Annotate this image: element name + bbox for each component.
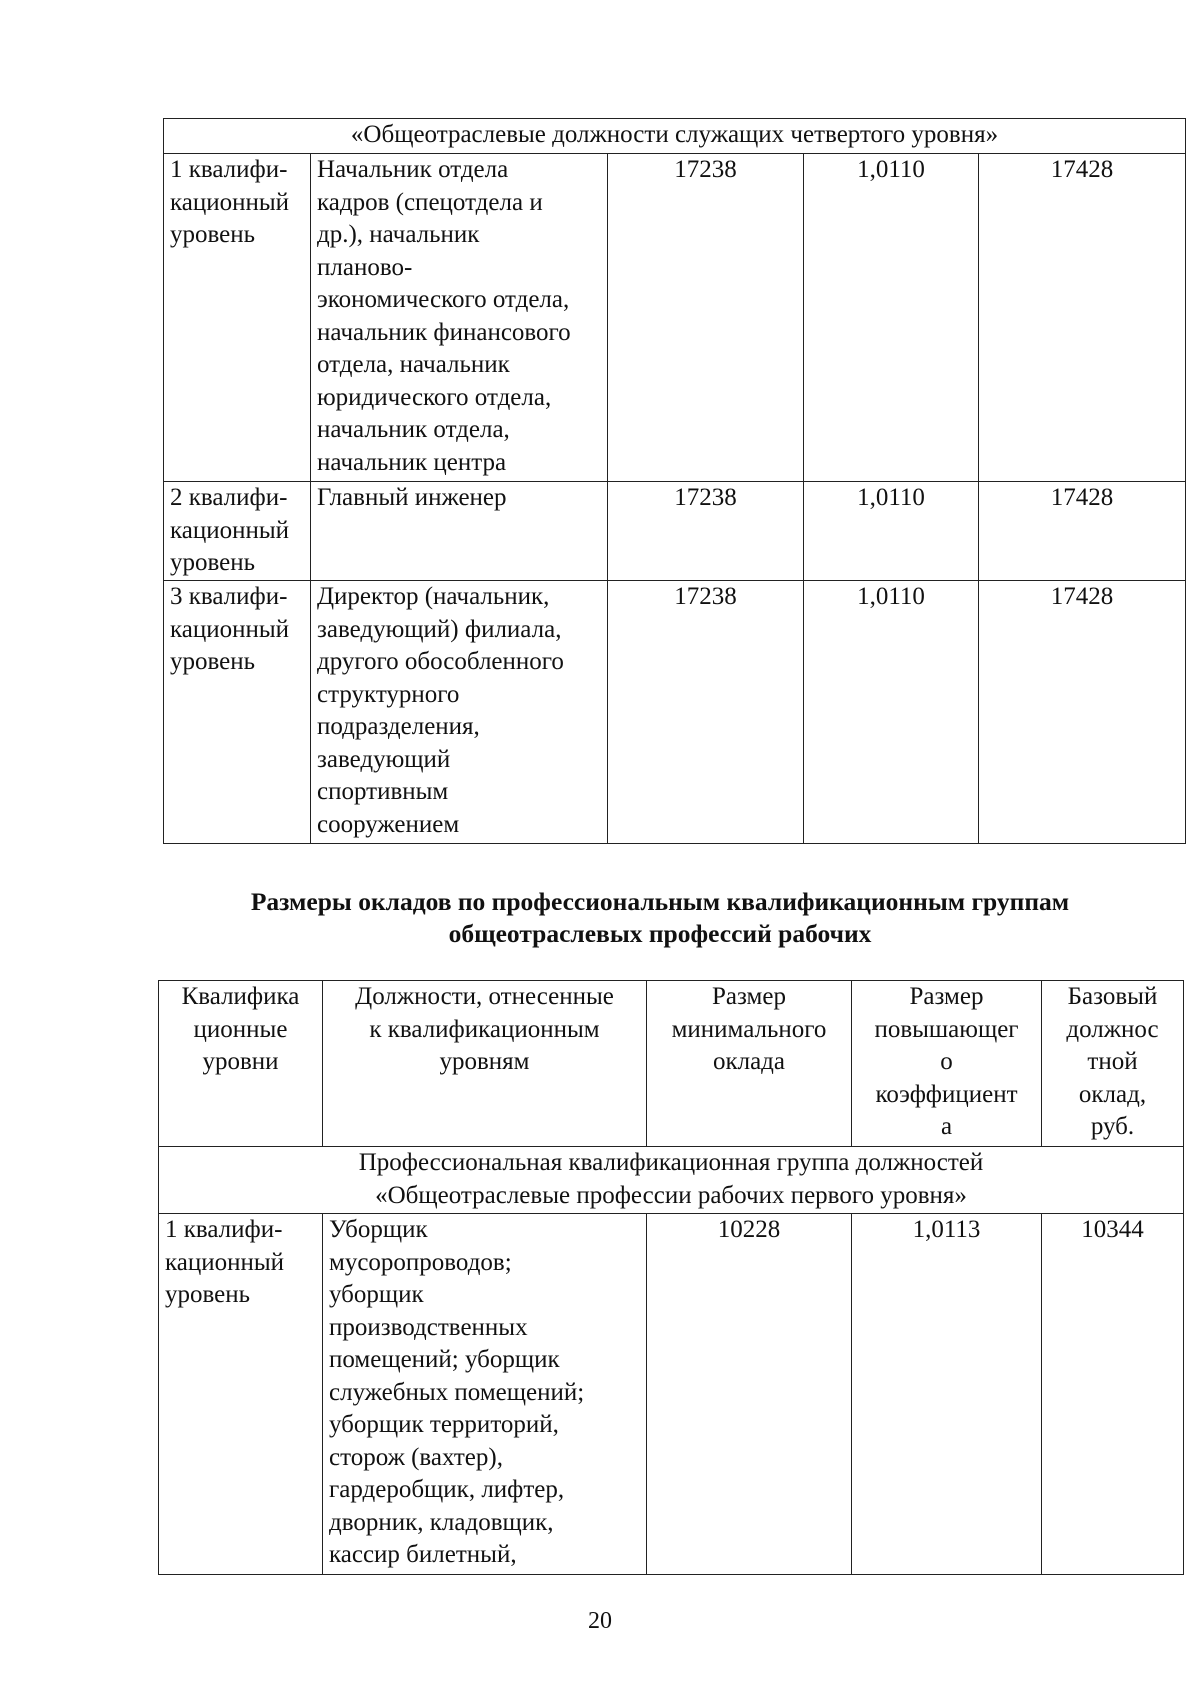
qualification-level: 2 квалифи- кационный уровень [164,482,311,581]
header-positions: Должности, отнесенные к квалификационным уровням [323,981,647,1147]
header-qualification-levels: Квалифика ционные уровни [159,981,323,1147]
group-title: Профессиональная квалификационная группа должностей «Общеотраслевые профессии рабочих первого уровня» [159,1147,1184,1214]
positions: Начальник отдела кадров (спецотдела и др.), начальник планово- экономического отдела, начальник финансового отдела, начальник юридического отдела, начальник отдела, начальник центра [311,154,608,482]
positions: Директор (начальник, заведующий) филиала, другого обособленного структурного подразделения, заведующий спортивным сооружением [311,581,608,844]
coefficient: 1,0110 [804,581,979,844]
header-base-salary: Базовый должнос тной оклад, руб. [1042,981,1184,1147]
positions: Главный инженер [311,482,608,581]
coefficient: 1,0110 [804,482,979,581]
header-min-salary: Размер минимального оклада [647,981,852,1147]
table-row [164,581,1186,844]
section-heading-line2: общеотраслевых профессий рабочих [448,919,872,948]
min-salary: 17238 [608,482,804,581]
base-salary: 10344 [1042,1214,1184,1575]
qualification-level: 1 квалифи- кационный уровень [164,154,311,482]
min-salary: 17238 [608,154,804,482]
salary-table-workers [158,980,1184,1575]
base-salary: 17428 [979,154,1186,482]
section-heading-line1: Размеры окладов по профессиональным квалификационным группам [250,887,1070,916]
base-salary: 17428 [979,581,1186,844]
coefficient: 1,0110 [804,154,979,482]
coefficient: 1,0113 [852,1214,1042,1575]
header-coefficient: Размер повышающег о коэффициент а [852,981,1042,1147]
base-salary: 17428 [979,482,1186,581]
table-row [159,1214,1184,1575]
qualification-level: 3 квалифи- кационный уровень [164,581,311,844]
table-row [164,482,1186,581]
positions: Уборщик мусоропроводов; уборщик производственных помещений; уборщик служебных помещений; уборщик территорий, сторож (вахтер), гардеробщик, лифтер, дворник, кладовщик, кассир билетный, [323,1214,647,1575]
header-row [159,981,1184,1147]
group-title: «Общеотраслевые должности служащих четвертого уровня» [164,119,1186,154]
min-salary: 10228 [647,1214,852,1575]
page-number: 20 [588,1608,612,1634]
table-row [164,154,1186,482]
section-heading [150,886,1170,950]
qualification-level: 1 квалифи- кационный уровень [159,1214,323,1575]
min-salary: 17238 [608,581,804,844]
salary-table-fourth-level [163,118,1186,844]
group-title-row [164,119,1186,154]
group-title-row [159,1147,1184,1214]
